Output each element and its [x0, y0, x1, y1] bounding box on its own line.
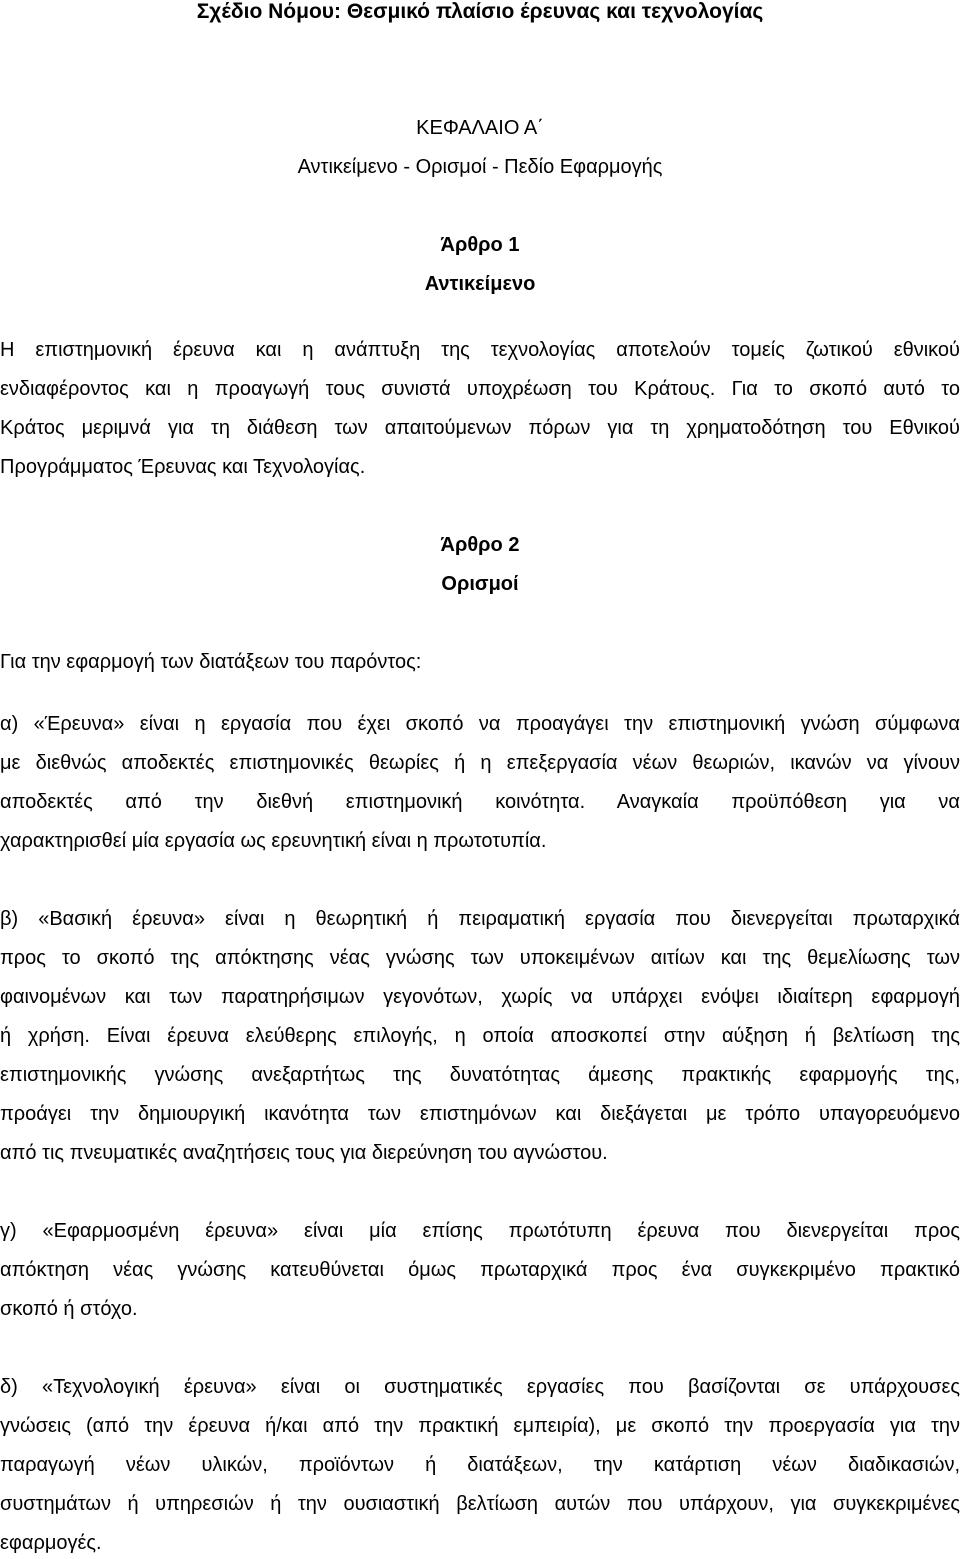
- chapter-subtitle: Αντικείμενο - Ορισμοί - Πεδίο Εφαρμογής: [297, 156, 663, 178]
- article-2-intro: Για την εφαρμογή των διατάξεων του παρόντος:: [0, 651, 422, 673]
- document-title: Σχέδιο Νόμου: Θεσμικό πλαίσιο έρευνας και τεχνολογίας: [196, 0, 764, 23]
- paragraph-line: συστημάτων ή υπηρεσιών ή την ουσιαστική βελτίωση αυτών που υπάρχουν, για συγκεκριμένες: [0, 1493, 960, 1515]
- paragraph-line: γ) «Εφαρμοσμένη έρευνα» είναι μία επίσης πρωτότυπη έρευνα που διενεργείται προς: [0, 1220, 960, 1242]
- paragraph-line: από τις πνευματικές αναζητήσεις τους για διερεύνηση του αγνώστου.: [0, 1142, 608, 1164]
- article-1-number: Άρθρο 1: [440, 234, 520, 256]
- paragraph-line: φαινομένων και των παρατηρήσιμων γεγονότων, χωρίς να υπάρχει ενόψει ιδιαίτερη εφαρμογή: [0, 986, 960, 1008]
- paragraph-line: δ) «Τεχνολογική έρευνα» είναι οι συστηματικές εργασίες που βασίζονται σε υπάρχουσες: [0, 1376, 960, 1398]
- article-2-number: Άρθρο 2: [440, 534, 520, 556]
- paragraph-line: εφαρμογές.: [0, 1532, 102, 1554]
- paragraph-line: Κράτος μεριμνά για τη διάθεση των απαιτούμενων πόρων για τη χρηματοδότηση του Εθνικού: [0, 417, 960, 439]
- paragraph-line: απόκτηση νέας γνώσης κατευθύνεται όμως πρωταρχικά προς ένα συγκεκριμένο πρακτικό: [0, 1259, 960, 1281]
- paragraph-line: προς το σκοπό της απόκτησης νέας γνώσης των υποκειμένων αιτίων και της θεμελίωσης των: [0, 947, 960, 969]
- article-1-heading: Αντικείμενο: [424, 273, 536, 295]
- paragraph-line: ενδιαφέροντος και η προαγωγή τους συνιστά υποχρέωση του Κράτους. Για το σκοπό αυτό το: [0, 378, 960, 400]
- paragraph-line: ή χρήση. Είναι έρευνα ελεύθερης επιλογής, η οποία αποσκοπεί στην αύξηση ή βελτίωση της: [0, 1025, 960, 1047]
- paragraph-line: παραγωγή νέων υλικών, προϊόντων ή διατάξεων, την κατάρτιση νέων διαδικασιών,: [0, 1454, 960, 1476]
- paragraph-line: με διεθνώς αποδεκτές επιστημονικές θεωρίες ή η επεξεργασία νέων θεωριών, ικανών να γίνουν: [0, 752, 960, 774]
- chapter-label: ΚΕΦΑΛΑΙΟ Α΄: [416, 117, 544, 139]
- paragraph-line: προάγει την δημιουργική ικανότητα των επιστημόνων και διεξάγεται με τρόπο υπαγορευόμενο: [0, 1103, 960, 1125]
- paragraph-line: α) «Έρευνα» είναι η εργασία που έχει σκοπό να προαγάγει την επιστημονική γνώση σύμφωνα: [0, 713, 960, 735]
- paragraph-line: σκοπό ή στόχο.: [0, 1298, 138, 1320]
- paragraph-line: χαρακτηρισθεί μία εργασία ως ερευνητική είναι η πρωτοτυπία.: [0, 830, 547, 852]
- paragraph-line: β) «Βασική έρευνα» είναι η θεωρητική ή πειραματική εργασία που διενεργείται πρωταρχικά: [0, 908, 960, 930]
- paragraph-line: αποδεκτές από την διεθνή επιστημονική κοινότητα. Αναγκαία προϋπόθεση για να: [0, 791, 960, 813]
- paragraph-line: επιστημονικής γνώσης ανεξαρτήτως της δυνατότητας άμεσης πρακτικής εφαρμογής της,: [0, 1064, 960, 1086]
- paragraph-line: γνώσεις (από την έρευνα ή/και από την πρακτική εμπειρία), με σκοπό την προεργασία για την: [0, 1415, 960, 1437]
- paragraph-line: Προγράμματος Έρευνας και Τεχνολογίας.: [0, 456, 366, 478]
- paragraph-line: Η επιστημονική έρευνα και η ανάπτυξη της τεχνολογίας αποτελούν τομείς ζωτικού εθνικού: [0, 339, 960, 361]
- article-2-heading: Ορισμοί: [441, 573, 519, 595]
